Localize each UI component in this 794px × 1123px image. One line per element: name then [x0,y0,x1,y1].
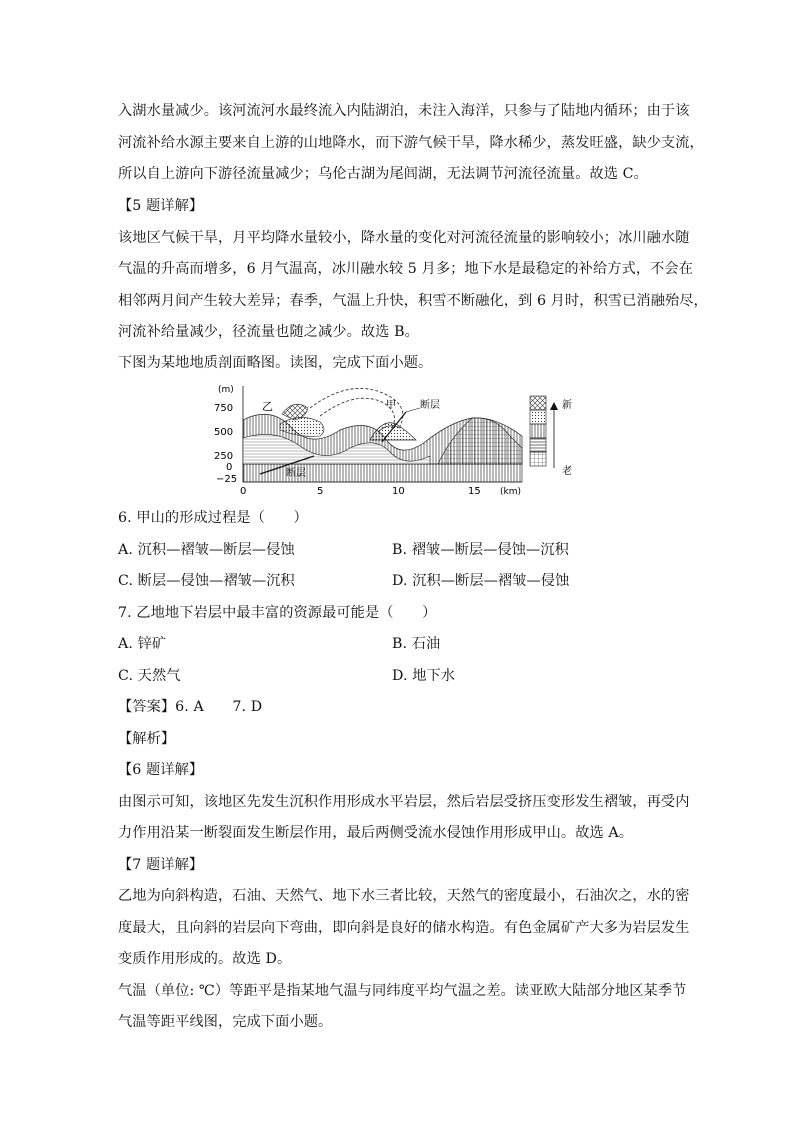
y-tick-label: −25 [216,474,238,485]
paragraph-line: 该地区气候干旱，月平均降水量较小，降水量的变化对河流径流量的影响较小；冰川融水随 [118,230,690,246]
y-tick-label: 500 [214,427,234,438]
q6-option-d[interactable]: D. 沉积—断层—褶皱—侵蚀 [392,573,570,589]
paragraph-line: 由图示可知，该地区先发生沉积作用形成水平岩层，然后岩层受挤压变形发生褶皱，再受内 [118,794,690,810]
q7-option-b[interactable]: B. 石油 [392,636,441,652]
label-fault-bottom: 断层 [286,468,306,479]
geologic-section-figure [210,378,590,498]
legend-new: 新 [562,400,572,411]
legend-old: 老 [562,466,572,477]
paragraph-line: 气温的升高而增多，6 月气温高，冰川融水较 5 月多；地下水是最稳定的补给方式，不会在 [118,261,694,277]
paragraph-line: 变质作用形成的。故选 D。 [118,951,292,967]
paragraph-line: 河流补给水源主要来自上游的山地降水，而下游气候干旱，降水稀少，蒸发旺盛，缺少支流， [118,135,704,151]
paragraph-line: 气温（单位: ℃）等距平是指某地气温与同纬度平均气温之差。读亚欧大陆部分地区某季节 [118,983,687,999]
q6-option-a[interactable]: A. 沉积—褶皱—断层—侵蚀 [118,542,295,558]
x-axis-unit: (km) [500,487,522,497]
question-6-stem: 6. 甲山的形成过程是（ ） [118,510,308,526]
eroded-fold-outline-inner [320,398,394,428]
q6-option-b[interactable]: B. 褶皱—断层—侵蚀—沉积 [392,542,569,558]
label-jia: 甲 [386,400,396,411]
paragraph-line: 所以自上游向下游径流量减少；乌伦古湖为尾闾湖，无法调节河流径流量。故选 C。 [118,166,648,182]
q7-option-c[interactable]: C. 天然气 [118,668,181,684]
paragraph-line: 河流补给量减少，径流量也随之减少。故选 B。 [118,324,419,340]
label-fault-top: 断层 [420,400,440,411]
fault-pointer [406,408,420,412]
figure-intro: 下图为某地地质剖面略图。读图，完成下面小题。 [118,355,433,371]
paragraph-line: 气温等距平线图，完成下面小题。 [118,1014,333,1030]
q6-header: 【6 题详解】 [118,762,204,778]
y-tick-label: 250 [214,451,234,462]
paragraph-line: 度最大，且向斜的岩层向下弯曲，即向斜是良好的储水构造。有色金属矿产大多为岩层发生 [118,920,690,936]
x-tick-label: 5 [317,486,324,497]
x-tick-label: 15 [468,486,481,497]
x-tick-label: 10 [392,486,405,497]
paragraph-line: 乙地为向斜构造，石油、天然气、地下水三者比较，天然气的密度最小，石油次之，水的密 [118,888,690,904]
q6-option-c[interactable]: C. 断层—侵蚀—褶皱—沉积 [118,573,295,589]
rock-layer-bottom [243,464,522,482]
y-tick-label: 750 [214,403,234,414]
q7-option-d[interactable]: D. 地下水 [392,668,456,684]
legend-column [530,396,558,468]
analysis-header: 【解析】 [118,731,176,747]
q7-header: 【7 题详解】 [118,857,204,873]
label-yi: 乙 [262,400,273,413]
paragraph-line: 入湖水量减少。该河流河水最终流入内陆湖泊，未注入海洋，只参与了陆地内循环；由于该 [118,103,690,119]
paragraph-line: 相邻两月间产生较大差异；春季，气温上升快，积雪不断融化，到 6 月时，积雪已消融殆尽， [118,293,708,309]
y-tick-label: 0 [226,462,233,473]
q7-option-a[interactable]: A. 锌矿 [118,636,167,652]
q5-header: 【5 题详解】 [118,198,204,214]
y-axis-unit: (m) [218,385,234,395]
answer-line: 【答案】6. A 7. D [118,699,263,715]
paragraph-line: 力作用沿某一断裂面发生断层作用，最后两侧受流水侵蚀作用形成甲山。故选 A。 [118,825,634,841]
question-7-stem: 7. 乙地地下岩层中最丰富的资源最可能是（ ） [118,605,437,621]
x-tick-label: 0 [240,486,247,497]
